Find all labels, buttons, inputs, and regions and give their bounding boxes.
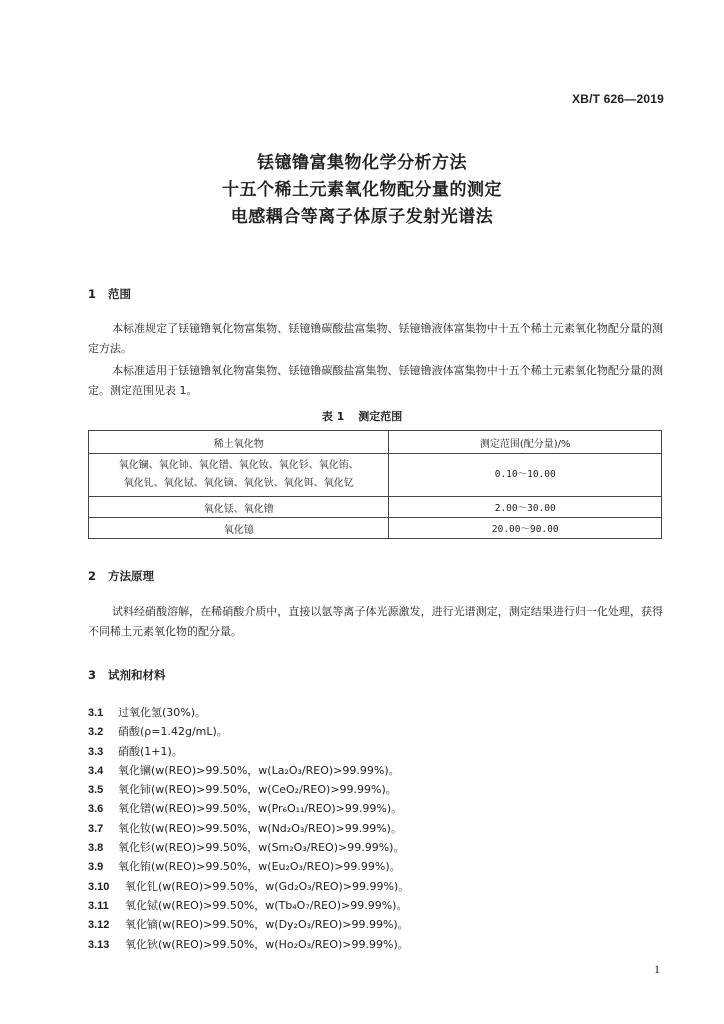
list-item-number: 3.4 xyxy=(88,764,104,777)
list-item-text: 氧化铈(w(REO)>99.50%，w(CeO₂/REO)>99.99%)。 xyxy=(118,783,397,797)
list-item xyxy=(88,819,663,838)
table-cell-oxides-line-2: 氧化钆、氧化铽、氧化镝、氧化钬、氧化铒、氧化钇 xyxy=(123,478,354,489)
list-item xyxy=(88,722,663,741)
list-item-text: 氧化铽(w(REO)>99.50%，w(Tb₄O₇/REO)>99.99%)。 xyxy=(125,898,408,912)
list-item-number: 3.9 xyxy=(88,861,104,874)
table-cell-oxides xyxy=(89,454,389,497)
list-item-text: 氧化镝(w(REO)>99.50%，w(Dy₂O₃/REO)>99.99%)。 xyxy=(125,918,409,932)
section-3-heading xyxy=(88,667,166,683)
section-1-paragraph-2: 本标准适用于铥镱镥氧化物富集物、铥镱镥碳酸盐富集物、铥镱镥液体富集物中十五个稀土元素氧化物配分量的测定。测定范围见表 1。 xyxy=(88,364,663,397)
list-item xyxy=(88,742,663,761)
list-item xyxy=(88,799,663,818)
list-item-text: 氧化铕(w(REO)>99.50%，w(Eu₂O₃/REO)>99.99%)。 xyxy=(118,860,401,874)
list-item-number: 3.12 xyxy=(88,919,110,932)
list-item-text: 过氧化氢(30%)。 xyxy=(118,706,207,719)
table-row xyxy=(89,454,662,497)
section-2-heading xyxy=(88,568,154,584)
section-1-paragraph-1: 本标准规定了铥镱镥氧化物富集物、铥镱镥碳酸盐富集物、铥镱镥液体富集物中十五个稀土元素氧化物配分量的测定方法。 xyxy=(88,322,663,355)
list-item-number: 3.2 xyxy=(88,726,104,739)
table-1-caption-title: 测定范围 xyxy=(358,410,403,423)
list-item-text: 氧化钐(w(REO)>99.50%，w(Sm₂O₃/REO)>99.99%)。 xyxy=(118,841,405,855)
section-1-heading xyxy=(88,286,131,302)
list-item-number: 3.13 xyxy=(88,938,110,951)
section-3-title: 试剂和材料 xyxy=(108,668,166,682)
table-cell-oxides: 氧化铥、氧化镥 xyxy=(89,497,389,518)
table-row xyxy=(89,497,662,518)
section-2-number: 2 xyxy=(88,569,97,583)
list-item xyxy=(88,780,663,799)
list-item xyxy=(88,838,663,857)
title-line-2: 十五个稀土元素氧化物配分量的测定 xyxy=(222,180,502,200)
table-cell-range: 0.10～10.00 xyxy=(389,454,662,497)
page-number: 1 xyxy=(654,962,660,976)
table-cell-oxides-line-1: 氧化镧、氧化铈、氧化镨、氧化钕、氧化钐、氧化铕、 xyxy=(118,460,359,471)
list-item xyxy=(88,915,663,934)
list-item-number: 3.7 xyxy=(88,822,104,835)
table-header-oxide: 稀土氧化物 xyxy=(89,431,389,454)
list-item-number: 3.6 xyxy=(88,803,104,816)
section-2-paragraph: 试料经硝酸溶解，在稀硝酸介质中，直接以氩等离子体光源激发，进行光谱测定，测定结果进行归一化处理，获得不同稀土元素氧化物的配分量。 xyxy=(88,605,663,638)
section-3-number: 3 xyxy=(88,668,97,682)
list-item xyxy=(88,857,663,876)
title-line-1: 铥镱镥富集物化学分析方法 xyxy=(257,153,467,173)
table-1-caption-number: 表 1 xyxy=(321,410,345,423)
table-row xyxy=(89,518,662,539)
list-item-number: 3.10 xyxy=(88,880,110,893)
section-2-title: 方法原理 xyxy=(108,569,154,583)
list-item-number: 3.8 xyxy=(88,842,104,855)
table-cell-range: 20.00～90.00 xyxy=(389,518,662,539)
list-item xyxy=(88,761,663,780)
section-1-number: 1 xyxy=(88,287,97,301)
list-item-text: 氧化钬(w(REO)>99.50%，w(Ho₂O₃/REO)>99.99%)。 xyxy=(125,937,409,951)
section-1-title: 范围 xyxy=(108,287,131,301)
list-item xyxy=(88,935,663,954)
list-item-text: 氧化钆(w(REO)>99.50%，w(Gd₂O₃/REO)>99.99%)。 xyxy=(125,879,410,893)
list-item-text: 氧化镧(w(REO)>99.50%，w(La₂O₃/REO)>99.99%)。 xyxy=(118,763,400,777)
list-item-number: 3.1 xyxy=(88,707,104,719)
reagent-list xyxy=(88,703,663,954)
list-item xyxy=(88,703,663,722)
table-header-range: 测定范围(配分量)/% xyxy=(389,431,662,454)
list-item-text: 硝酸(ρ=1.42g/mL)。 xyxy=(118,725,228,739)
list-item-number: 3.3 xyxy=(88,745,104,758)
table-header-row xyxy=(89,431,662,454)
table-cell-range: 2.00～30.00 xyxy=(389,497,662,518)
standard-code: XB/T 626—2019 xyxy=(572,92,664,106)
list-item-number: 3.5 xyxy=(88,784,104,797)
list-item-text: 硝酸(1+1)。 xyxy=(118,744,183,758)
list-item-text: 氧化镨(w(REO)>99.50%，w(Pr₆O₁₁/REO)>99.99%)。 xyxy=(118,802,403,816)
list-item xyxy=(88,896,663,915)
list-item-number: 3.11 xyxy=(88,899,109,912)
measurement-range-table xyxy=(88,430,662,539)
title-line-3: 电感耦合等离子体原子发射光谱法 xyxy=(230,207,494,227)
table-1-caption xyxy=(0,409,724,425)
table-cell-oxides: 氧化镱 xyxy=(89,518,389,539)
list-item xyxy=(88,877,663,896)
list-item-text: 氧化钕(w(REO)>99.50%，w(Nd₂O₃/REO)>99.99%)。 xyxy=(118,821,402,835)
